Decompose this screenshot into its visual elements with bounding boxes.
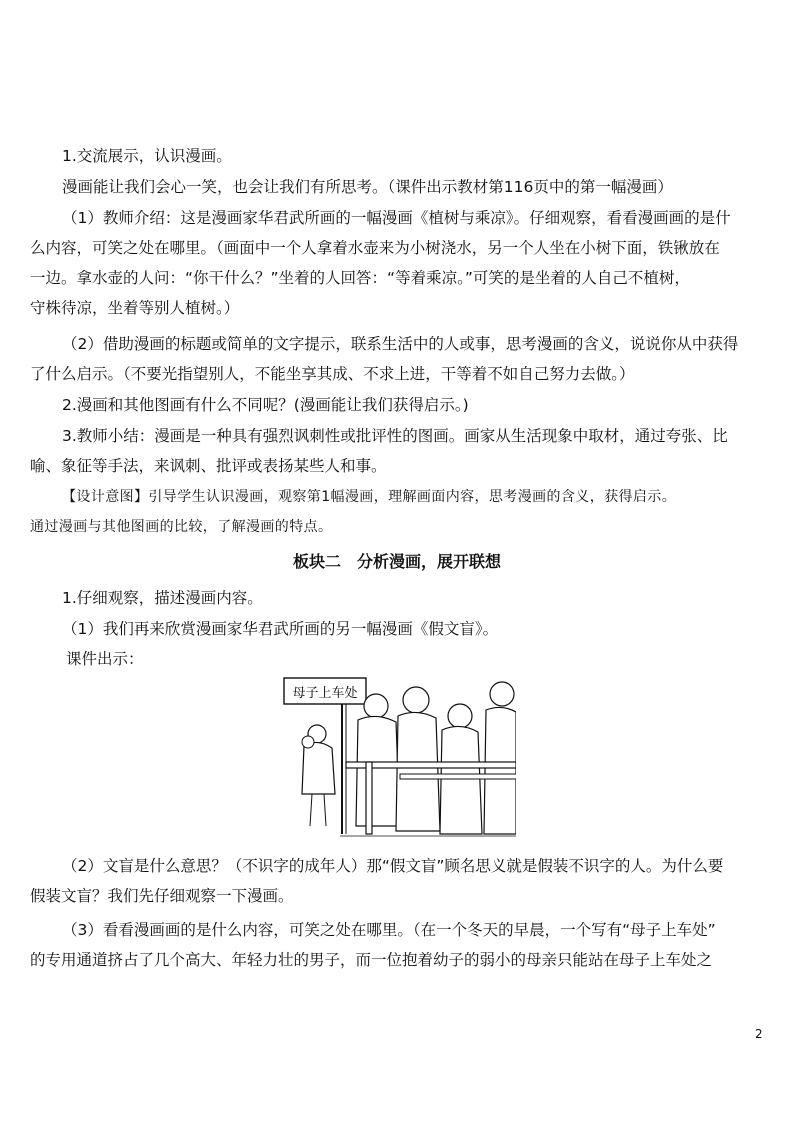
line-12: 1.仔细观察，描述漫画内容。	[62, 589, 263, 607]
line-13: （1）我们再来欣赏漫画家华君武所画的另一幅漫画《假文盲》。	[62, 620, 499, 638]
line-15: （2）文盲是什么意思？（不识字的成年人）那“假文盲”顾名思义就是假装不识字的人。为什么要	[62, 857, 724, 875]
line-14: 课件出示：	[66, 650, 144, 668]
section-heading: 板块二 分析漫画，展开联想	[292, 552, 501, 571]
line-6: 守株待凉，坐着等别人植树。）	[30, 299, 240, 317]
line-5: 一边。拿水壶的人问：“你干什么？”坐着的人回答：“等着乘凉。”可笑的是坐着的人自己不植树，	[30, 269, 690, 287]
line-11: 喻、象征等手法，来讽刺、批评或表扬某些人和事。	[30, 457, 387, 475]
line-7: （2）借助漫画的标题或简单的文字提示，联系生活中的人或事，思考漫画的含义，说说你从中获得	[62, 335, 739, 353]
line-4: 么内容，可笑之处在哪里。（画面中一个人拿着水壶来为小树浇水，另一个人坐在小树下面，铁锹放在	[30, 239, 720, 257]
line-18: 的专用通道挤占了几个高大、年轻力壮的男子，而一位抱着幼子的弱小的母亲只能站在母子上车处之	[30, 951, 713, 969]
line-16: 假装文盲？我们先仔细观察一下漫画。	[30, 887, 294, 905]
line-1: 1.交流展示，认识漫画。	[62, 147, 232, 165]
line-17: （3）看看漫画画的是什么内容，可笑之处在哪里。（在一个冬天的早晨，一个写有“母子上车处”	[62, 921, 716, 939]
line-10: 3.教师小结：漫画是一种具有强烈讽刺性或批评性的图画。画家从生活现象中取材，通过夸张、比	[62, 427, 728, 445]
cartoon-image	[280, 676, 516, 842]
line-8: 了什么启示。（不要光指望别人，不能坐享其成、不求上进，干等着不如自己努力去做。）	[30, 365, 635, 383]
line-2: 漫画能让我们会心一笑，也会让我们有所思考。（课件出示教材第116页中的第一幅漫画）	[62, 178, 673, 196]
design-intent-2: 通过漫画与其他图画的比较，了解漫画的特点。	[30, 519, 333, 535]
page-number: 2	[755, 1027, 763, 1041]
line-3: （1）教师介绍：这是漫画家华君武所画的一幅漫画《植树与乘凉》。仔细观察，看看漫画画的是什	[62, 209, 731, 227]
line-9: 2.漫画和其他图画有什么不同呢？(漫画能让我们获得启示。)	[62, 396, 469, 414]
cartoon-sign-text: 母子上车处	[292, 686, 358, 701]
design-intent-1: 【设计意图】引导学生认识漫画，观察第1幅漫画，理解画面内容，思考漫画的含义，获得启示。	[62, 489, 677, 505]
